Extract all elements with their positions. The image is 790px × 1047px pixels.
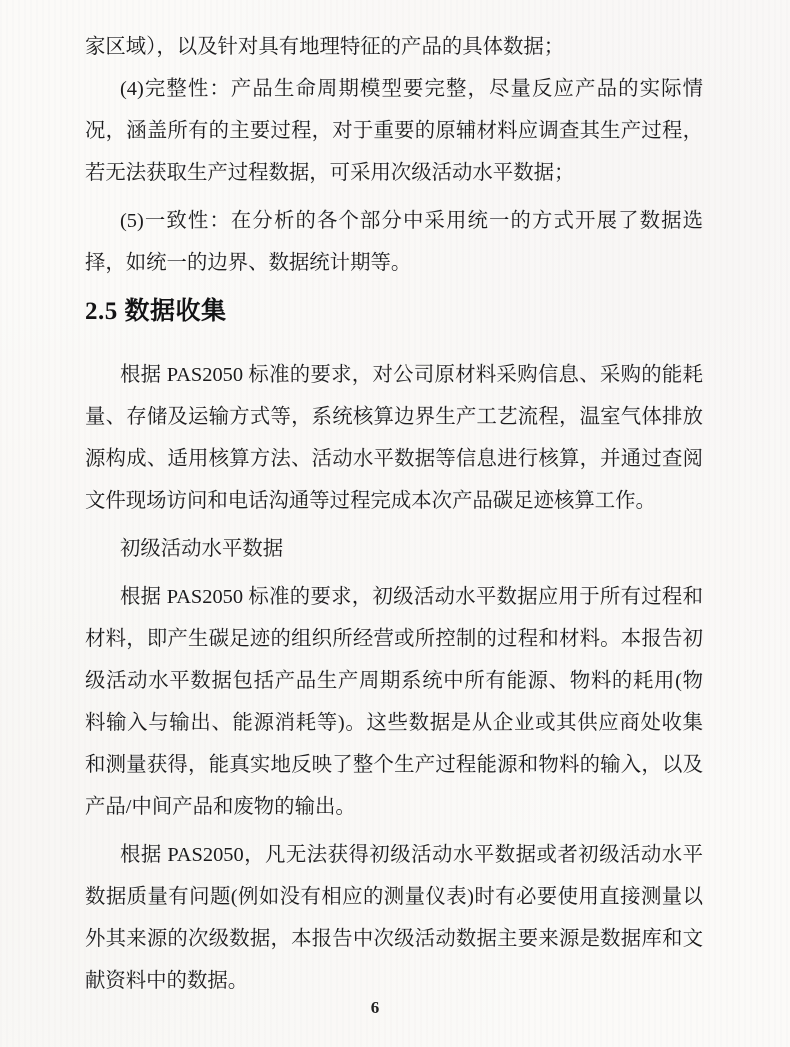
section-heading-2-5: 2.5 数据收集 [85, 298, 227, 325]
page-number: 6 [370, 998, 380, 1017]
paragraph-continuation: 家区域），以及针对具有地理特征的产品的具体数据； [85, 36, 565, 58]
paragraph-primary-activity-data-label: 初级活动水平数据 [120, 538, 284, 560]
paragraph-primary-activity-data: 根据 PAS2050 标准的要求，初级活动水平数据应用于所有过程和材料，即产生碳足迹的组织所经营或所控制的过程和材料。本报告初级活动水平数据包括产品生产周期系统中所有能源、物料的耗用(物料输入与输出、能源消耗等)。这些数据是从企业或其供应商处收集和测量获得，能真实地反映了整个生产过程能源和物料的输入，以及产品/中间产品和废物的输出。 [85, 586, 703, 818]
paragraph-data-collection-intro: 根据 PAS2050 标准的要求，对公司原材料采购信息、采购的能耗量、存储及运输方式等，系统核算边界生产工艺流程，温室气体排放源构成、适用核算方法、活动水平数据等信息进行核算，并通过查阅文件现场访问和电话沟通等过程完成本次产品碳足迹核算工作。 [85, 364, 703, 512]
paragraph-secondary-activity-data: 根据 PAS2050，凡无法获得初级活动水平数据或者初级活动水平数据质量有问题(例如没有相应的测量仪表)时有必要使用直接测量以外其来源的次级数据，本报告中次级活动数据主要来源是数据库和文献资料中的数据。 [85, 844, 703, 992]
paragraph-consistency: (5)一致性：在分析的各个部分中采用统一的方式开展了数据选择，如统一的边界、数据统计期等。 [85, 210, 703, 274]
page-content [85, 0, 703, 1008]
paragraph-completeness: (4)完整性：产品生命周期模型要完整，尽量反应产品的实际情况，涵盖所有的主要过程，对于重要的原辅材料应调查其生产过程，若无法获取生产过程数据，可采用次级活动水平数据； [85, 78, 703, 184]
